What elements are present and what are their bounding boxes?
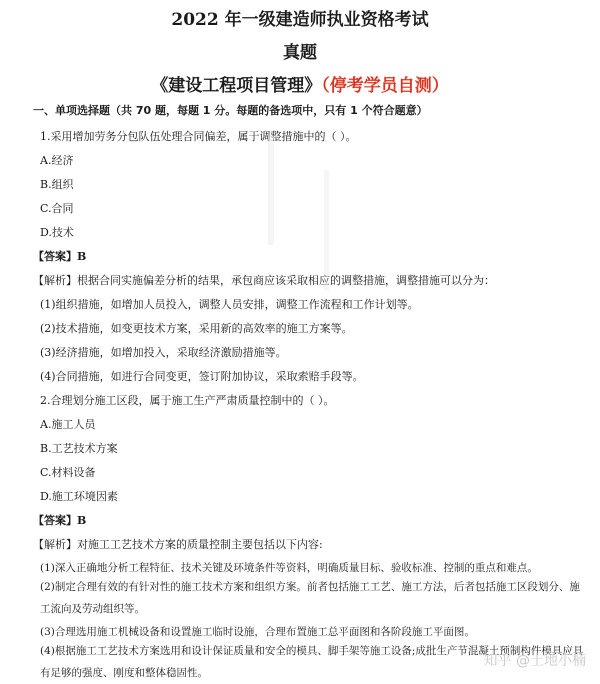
page-title: 2022 年一级建造师执业资格考试: [171, 10, 429, 30]
analysis-item: (4)根据施工工艺技术方案选用和设计保证质量和安全的模具、脚手架等施工设备;成批生产节混凝土预制构件模具应具有足够的强度、刚度和整体稳固性。: [40, 645, 584, 679]
option-b: B.组织: [40, 178, 74, 191]
analysis-item: (4)合同措施，如进行合同变更，签订附加协议，采取索赔手段等。: [40, 370, 364, 383]
subject-note: （停考学员自测）: [321, 76, 449, 96]
answer: 【答案】B: [33, 250, 87, 263]
option-b: B.工艺技术方案: [40, 442, 118, 455]
scan-mark: [324, 170, 329, 290]
scan-mark: [268, 135, 274, 245]
section-heading: 一、单项选择题（共 70 题，每题 1 分。每题的备选项中，只有 1 个符合题意）: [33, 104, 428, 117]
page-subtitle: 真题: [283, 43, 317, 63]
analysis-item: (2)制定合理有效的有针对性的施工技术方案和组织方案。前者包括施工工艺、施工方法，后者包括施工区段划分、施工流向及劳动组织等。: [40, 581, 580, 615]
analysis-item: (1)组织措施，如增加人员投入，调整人员安排，调整工作流程和工作计划等。: [40, 298, 419, 311]
subject-name: 《建设工程项目管理》: [151, 76, 322, 96]
analysis-item: (2)技术措施，如变更技术方案，采用新的高效率的施工方案等。: [40, 322, 353, 335]
question-stem: 2.合理划分施工区段，属于施工生产严肃质量控制中的（ ）。: [40, 394, 335, 407]
analysis-title: 【解析】对施工工艺技术方案的质量控制主要包括以下内容:: [33, 538, 323, 551]
analysis-item: (1)深入正确地分析工程特征、技术关键及环境条件等资料，明确质量目标、验收标准、控制的重点和难点。: [40, 562, 538, 574]
analysis-title: 【解析】根据合同实施偏差分析的结果，承包商应该采取相应的调整措施，调整措施可以分为：: [33, 274, 495, 287]
option-a: A.施工人员: [40, 418, 96, 431]
option-c: C.合同: [40, 202, 74, 215]
analysis-item: (3)合理选用施工机械设备和设置施工临时设施，合理布置施工总平面图和各阶段施工平面图。: [40, 626, 475, 638]
watermark: [484, 650, 586, 670]
analysis-item: (3)经济措施，如增加投入，采取经济激励措施等。: [40, 346, 287, 359]
subject-title: [0, 76, 600, 96]
answer: 【答案】B: [33, 514, 87, 527]
option-c: C.材料设备: [40, 466, 96, 479]
option-d: D.技术: [40, 226, 74, 239]
question-stem: 1.采用增加劳务分包队伍处理合同偏差，属于调整措施中的（ ）。: [40, 130, 357, 143]
option-a: A.经济: [40, 154, 74, 167]
option-d: D.施工环境因素: [40, 490, 118, 503]
watermark-text: 知乎 @土地小楠: [483, 653, 586, 669]
